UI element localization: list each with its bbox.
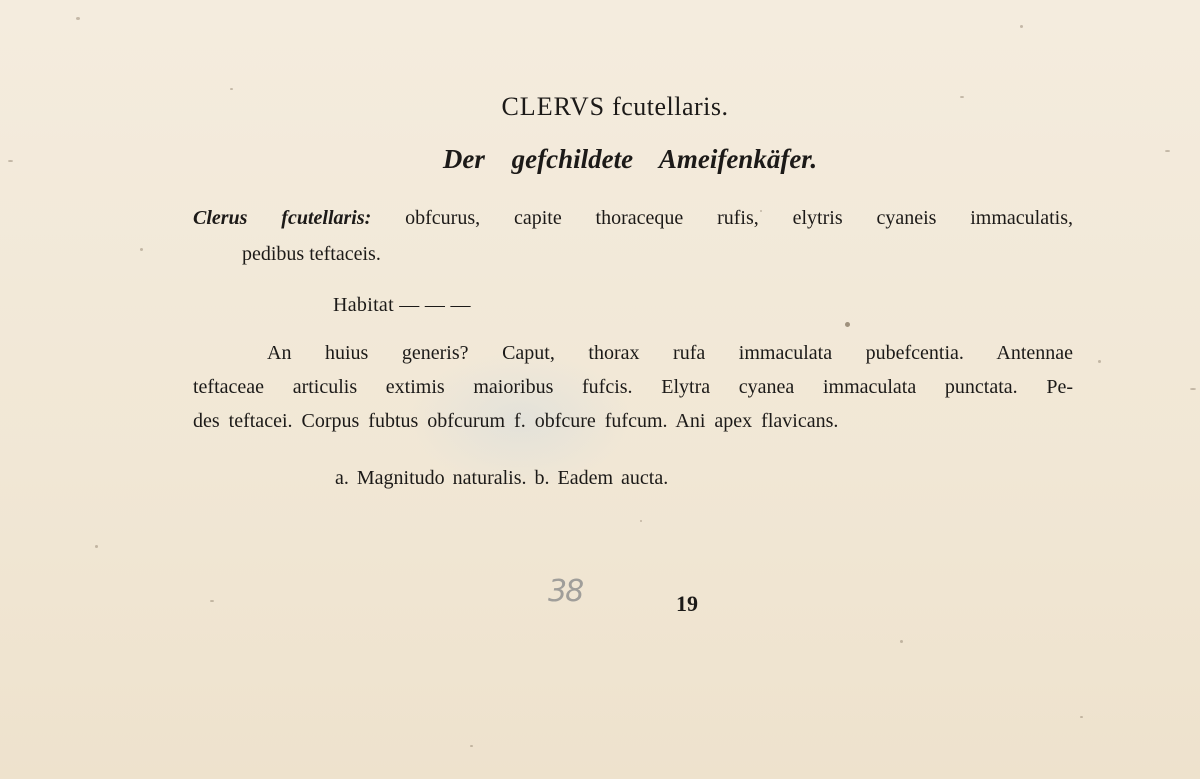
page-number: 19	[676, 591, 698, 616]
habitat-line: Habitat — — —	[333, 294, 471, 316]
diagnosis-line-2: pedibus teftaceis.	[242, 243, 381, 265]
figure-legend: a. Magnitudo naturalis. b. Eadem aucta.	[335, 467, 669, 489]
page-subtitle: Der gefchildete Ameifenkäfer.	[442, 144, 818, 174]
title-species: fcutellaris.	[612, 92, 729, 121]
page-title	[0, 92, 1200, 122]
description-paragraph	[193, 336, 1073, 438]
description-line-2: teftaceae articulis extimis maioribus fufcis. Elytra cyanea immaculata punctata. Pe-	[193, 376, 1073, 398]
description-line-3: des teftacei. Corpus fubtus obfcurum f. obfcure fufcum. Ani apex flavicans.	[193, 410, 839, 432]
species-name: Clerus fcutellaris:	[193, 207, 372, 229]
description-line-1: An huius generis? Caput, thorax rufa immaculata pubefcentia. Antennae	[267, 342, 1073, 364]
pencil-annotation: 38	[548, 574, 583, 609]
diagnosis-line-1	[193, 200, 1073, 236]
diagnosis-text-1: obfcurus, capite thoraceque rufis, elytris cyaneis immaculatis,	[405, 207, 1074, 229]
title-genus: CLERVS	[501, 92, 606, 121]
